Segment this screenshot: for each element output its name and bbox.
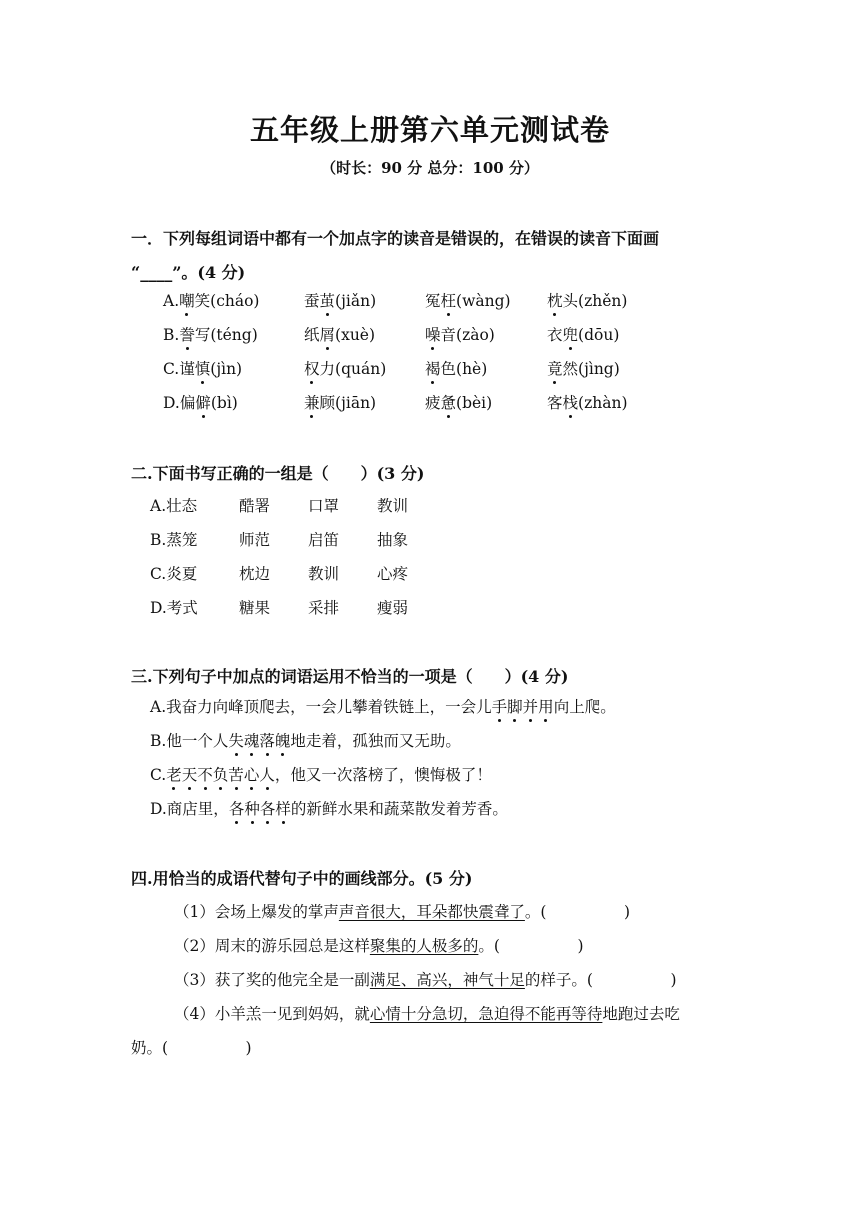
q3-heading: 三.下列句子中加点的词语运用不恰当的一项是（ ）(4 分) [131, 667, 569, 686]
q1-word-option: 衣兜(dōu) [547, 323, 619, 345]
dotted-char: 手 [492, 695, 508, 717]
underlined-phrase: 聚集的人极多的 [369, 937, 479, 955]
q1-word-option: 枕头(zhěn) [547, 289, 627, 311]
underlined-phrase: 心情十分急切，急迫得不能再等待 [369, 1005, 603, 1023]
q1-heading: 一．下列每组词语中都有一个加点字的读音是错误的，在错误的读音下面画 [131, 229, 660, 248]
dotted-char: 用 [538, 695, 554, 717]
q2-option-word: 糖果 [239, 599, 271, 617]
dotted-char: 竟 [547, 357, 563, 379]
dotted-char: 屑 [320, 323, 336, 345]
q1-word-option: 竟然(jìng) [547, 357, 620, 379]
q4-sentence-4-cont: 奶。( ) [131, 1039, 252, 1057]
q2-option-word: 口罩 [308, 497, 340, 515]
dotted-char: 兼 [304, 391, 320, 413]
dotted-char: 兜 [563, 323, 579, 345]
q2-option-word: 心疼 [377, 565, 409, 583]
q2-option-word: A.壮态 [150, 497, 198, 515]
dotted-char: 负 [213, 763, 229, 785]
dotted-char: 并 [523, 695, 539, 717]
q3-option-c: C.老天不负苦心人，他又一次落榜了，懊悔极了！ [150, 763, 492, 785]
underlined-phrase: 声音很大，耳朵都快震聋了 [338, 903, 525, 921]
q1-word-option: D.偏僻(bì) [163, 391, 238, 413]
dotted-char: 人 [259, 763, 275, 785]
dotted-char: 心 [244, 763, 260, 785]
q2-heading: 二.下面书写正确的一组是（ ）(3 分) [131, 464, 425, 483]
underlined-phrase: 满足、高兴，神气十足 [369, 971, 525, 989]
option-label: D. [163, 394, 180, 412]
dotted-char: 各 [260, 797, 276, 819]
dotted-char: 脚 [507, 695, 523, 717]
dotted-char: 誊 [179, 323, 195, 345]
q1-word-option: 客栈(zhàn) [547, 391, 628, 413]
dotted-phrase [229, 800, 291, 818]
dotted-char: 慎 [195, 357, 211, 379]
q4-sentence-2: （2）周末的游乐园总是这样聚集的人极多的。( ) [174, 937, 584, 955]
q4-sentence-4: （4）小羊羔一见到妈妈，就心情十分急切，急迫得不能再等待地跑过去吃 [174, 1005, 680, 1023]
q2-option-word: 教训 [308, 565, 340, 583]
dotted-char: 各 [229, 797, 245, 819]
dotted-char: 权 [304, 357, 320, 379]
q2-option-word: 枕边 [239, 565, 271, 583]
q2-option-word: 师范 [239, 531, 271, 549]
q4-heading: 四.用恰当的成语代替句子中的画线部分。(5 分) [131, 869, 473, 888]
q1-word-option: A.嘲笑(cháo) [163, 289, 259, 311]
q1-word-option: 权力(quán) [304, 357, 386, 379]
dotted-char: 落 [259, 729, 275, 751]
dotted-char: 样 [275, 797, 291, 819]
option-label: A. [163, 292, 180, 310]
q2-option-word: 启笛 [308, 531, 340, 549]
q1-word-option: 冤枉(wàng) [425, 289, 511, 311]
dotted-phrase [166, 766, 275, 784]
option-label: C. [163, 360, 180, 378]
page-title: 五年级上册第六单元测试卷 [249, 113, 610, 147]
q2-option-word: 抽象 [377, 531, 409, 549]
q2-option-word: 教训 [377, 497, 409, 515]
dotted-char: 失 [228, 729, 244, 751]
dotted-char: 魄 [275, 729, 291, 751]
q2-option-word: 酷署 [239, 497, 271, 515]
q2-option-word: 采排 [308, 599, 340, 617]
dotted-char: 老 [166, 763, 182, 785]
dotted-phrase [228, 732, 290, 750]
q4-sentence-1: （1）会场上爆发的掌声声音很大，耳朵都快震聋了。( ) [174, 903, 630, 921]
q2-option-word: 瘦弱 [377, 599, 409, 617]
dotted-char: 嘲 [179, 289, 195, 311]
dotted-char: 茧 [320, 289, 336, 311]
q1-word-option: B.誊写(téng) [163, 323, 258, 345]
dotted-char: 魂 [244, 729, 260, 751]
q3-option-a: A.我奋力向峰顶爬去，一会儿攀着铁链上，一会儿手脚并用向上爬。 [150, 695, 616, 717]
dotted-char: 僻 [195, 391, 211, 413]
q1-heading-cont: “____”。(4 分) [131, 263, 246, 282]
dotted-phrase [492, 698, 554, 716]
option-label: B. [163, 326, 180, 344]
q1-word-option: 纸屑(xuè) [304, 323, 375, 345]
dotted-char: 不 [197, 763, 213, 785]
dotted-char: 枕 [547, 289, 563, 311]
dotted-char: 枉 [441, 289, 457, 311]
q3-option-b: B.他一个人失魂落魄地走着，孤独而又无助。 [150, 729, 461, 751]
q1-word-option: C.谨慎(jìn) [163, 357, 242, 379]
q4-sentence-3: （3）获了奖的他完全是一副满足、高兴，神气十足的样子。( ) [174, 971, 677, 989]
dotted-char: 褐 [425, 357, 441, 379]
q2-option-word: B.蒸笼 [150, 531, 198, 549]
q2-option-word: D.考式 [150, 599, 198, 617]
q1-word-option: 兼顾(jiān) [304, 391, 376, 413]
exam-info: （时长：90 分 总分：100 分） [321, 159, 539, 177]
dotted-char: 天 [182, 763, 198, 785]
dotted-char: 种 [244, 797, 260, 819]
q1-word-option: 噪音(zào) [425, 323, 495, 345]
dotted-char: 苦 [228, 763, 244, 785]
q3-option-d: D.商店里，各种各样的新鲜水果和蔬菜散发着芳香。 [150, 797, 508, 819]
dotted-char: 栈 [563, 391, 579, 413]
q2-option-word: C.炎夏 [150, 565, 198, 583]
q1-word-option: 疲惫(bèi) [425, 391, 492, 413]
dotted-char: 噪 [425, 323, 441, 345]
dotted-char: 惫 [441, 391, 457, 413]
q1-word-option: 褐色(hè) [425, 357, 487, 379]
q1-word-option: 蚕茧(jiǎn) [304, 289, 376, 311]
